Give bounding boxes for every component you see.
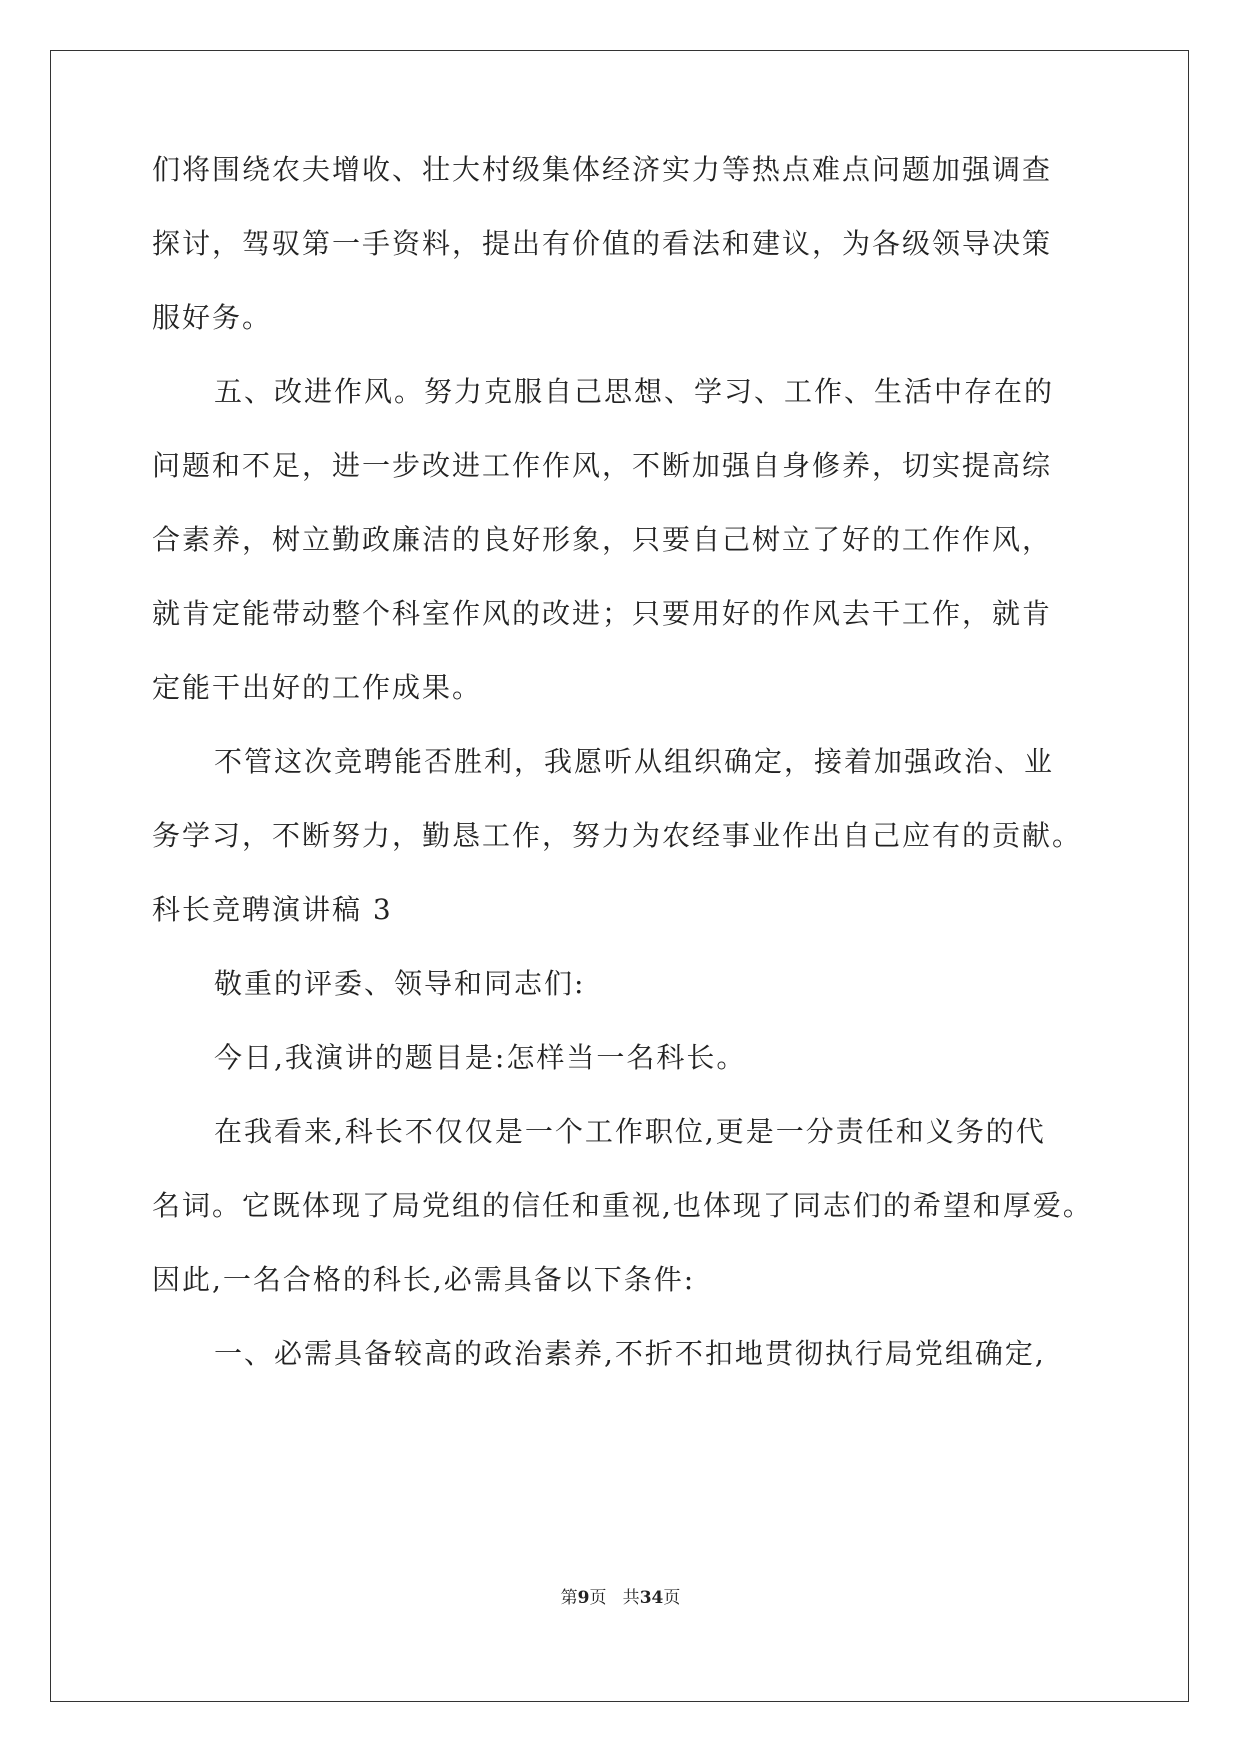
page-footer <box>0 1587 1241 1609</box>
body-line: 今日,我演讲的题目是:怎样当一名科长。 <box>214 1041 747 1074</box>
footer-prefix: 第 <box>560 1588 578 1608</box>
body-line: 因此,一名合格的科长,必需具备以下条件: <box>152 1263 696 1296</box>
body-line: 不管这次竞聘能否胜利，我愿听从组织确定，接着加强政治、业 <box>214 745 1055 778</box>
section-heading: 科长竞聘演讲稿 3 <box>152 893 393 926</box>
salutation-line: 敬重的评委、领导和同志们: <box>214 967 586 1000</box>
page-border <box>50 50 1189 1702</box>
body-line: 合素养，树立勤政廉洁的良好形象，只要自己树立了好的工作作风， <box>152 523 1053 556</box>
footer-suffix: 页 <box>663 1588 681 1608</box>
body-line: 问题和不足，进一步改进工作作风，不断加强自身修养，切实提高综 <box>152 449 1053 482</box>
body-line: 务学习，不断努力，勤恳工作，努力为农经事业作出自己应有的贡献。 <box>152 819 1083 852</box>
footer-middle: 页 共 <box>589 1588 640 1608</box>
body-line: 就肯定能带动整个科室作风的改进；只要用好的作风去干工作，就肯 <box>152 597 1053 630</box>
current-page-number: 9 <box>577 1588 590 1608</box>
body-line: 一、必需具备较高的政治素养,不折不扣地贯彻执行局党组确定, <box>214 1337 1046 1370</box>
body-line: 探讨，驾驭第一手资料，提出有价值的看法和建议，为各级领导决策 <box>152 227 1053 260</box>
body-line: 在我看来,科长不仅仅是一个工作职位,更是一分责任和义务的代 <box>214 1115 1046 1148</box>
body-line: 们将围绕农夫增收、壮大村级集体经济实力等热点难点问题加强调查 <box>152 153 1053 186</box>
total-page-count: 34 <box>639 1588 664 1608</box>
body-line: 名词。它既体现了局党组的信任和重视,也体现了同志们的希望和厚爱。 <box>152 1189 1093 1222</box>
body-line: 五、改进作风。努力克服自己思想、学习、工作、生活中存在的 <box>214 375 1055 408</box>
body-line: 定能干出好的工作成果。 <box>152 671 483 704</box>
body-line: 服好务。 <box>152 301 273 334</box>
